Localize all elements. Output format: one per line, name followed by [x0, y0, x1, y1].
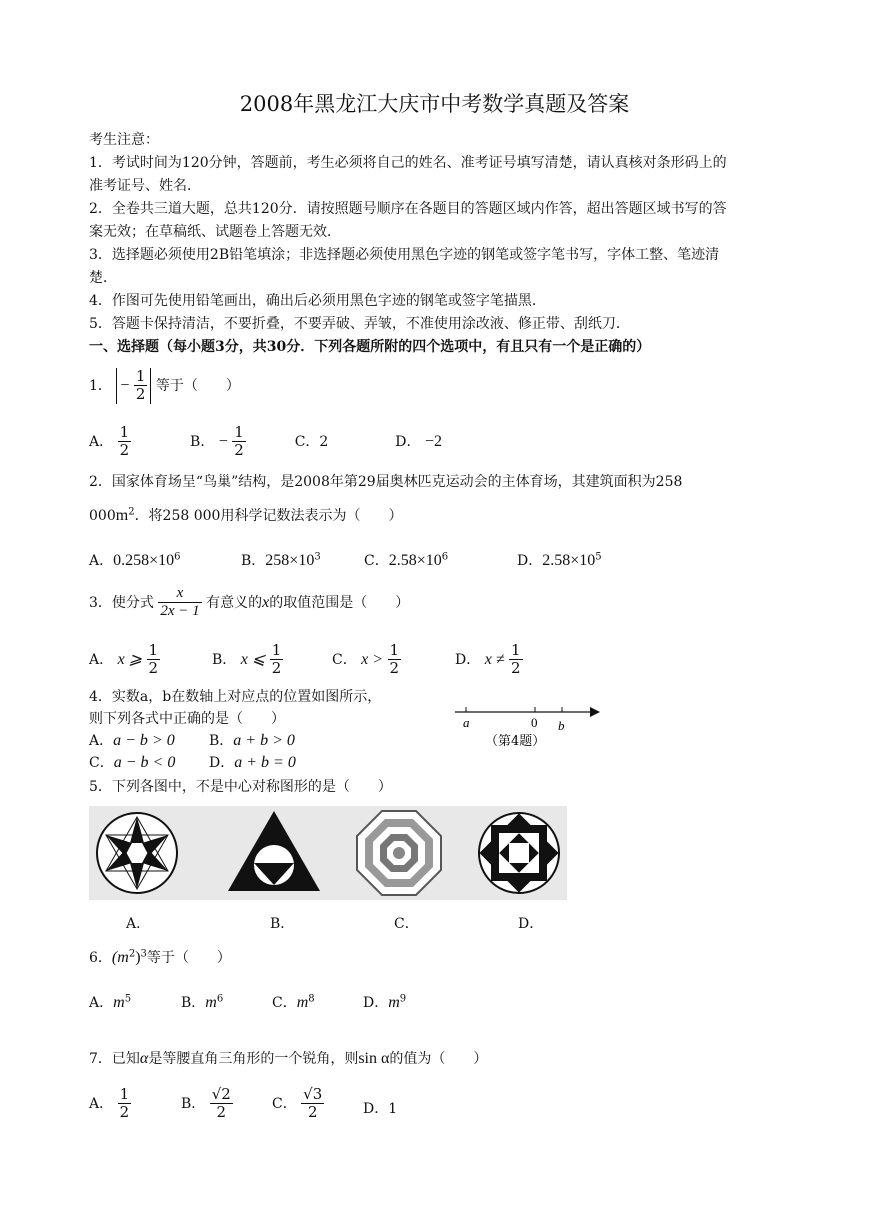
- figure-a-star: [97, 813, 177, 893]
- notice-heading: 考生注意：: [89, 132, 159, 148]
- option-b-value: $\frac{1}{2}$: [234, 423, 244, 460]
- option-a: A． x ⩾ $\frac{1}{2}$: [89, 641, 159, 678]
- question-tail: 等于（ ）: [155, 377, 240, 394]
- question-4-line1: 4．实数a，b在数轴上对应点的位置如图所示，: [89, 689, 382, 705]
- minus-sign: −: [120, 376, 130, 394]
- fraction-denominator: 2: [135, 385, 146, 404]
- question-1: [89, 368, 240, 404]
- notice-line: 4．作图可先使用铅笔画出，确出后必须用黑色字迹的钢笔或签字笔描黑．: [89, 293, 546, 309]
- option-b: B．$258\times 10^3$: [241, 551, 321, 569]
- question-4-line2: 则下列各式中正确的是（ ）: [89, 711, 285, 727]
- minus-sign: −: [218, 432, 228, 450]
- question-2-line2: $000m^2$．将258 000用科学记数法表示为（ ）: [89, 506, 403, 524]
- option-d-value: −2: [424, 432, 442, 450]
- point-a-label: a: [463, 715, 470, 730]
- figure-c-octagon: [357, 811, 441, 895]
- point-b-label: b: [558, 718, 565, 733]
- option-a: A．$0.258\times 10^6$: [89, 551, 181, 569]
- notice-line: 案无效；在草稿纸、试题卷上答题无效．: [89, 224, 341, 240]
- option-c: C．2: [294, 433, 329, 450]
- option-d: D． x ≠ $\frac{1}{2}$: [455, 641, 521, 678]
- notice-line: 1．考试时间为120分钟，答题前，考生必须将自己的姓名、准考证号填写清楚，请认真核对条形码上的: [89, 155, 727, 171]
- option-a-value: $\frac{1}{2}$: [119, 423, 130, 460]
- figure-caption: （第4题）: [485, 734, 546, 749]
- notice-line: 楚．: [89, 270, 117, 286]
- option-d: D．$2.58\times 10^5$: [517, 551, 602, 569]
- q1-options: [89, 424, 442, 460]
- figure-b-triangle: [228, 811, 320, 891]
- question-5: 5．下列各图中，不是中心对称图形的是（ ）: [89, 779, 392, 795]
- label-a: A．: [126, 916, 151, 932]
- question-number: 1．: [89, 377, 112, 394]
- question-3: 3．使分式 $\frac{x}{2x - 1}$ 有意义的x的取值范围是（ ）: [89, 585, 410, 620]
- q5-figures: [89, 806, 567, 900]
- question-7: 7．已知α是等腰直角三角形的一个锐角，则sin α的值为（ ）: [89, 1050, 488, 1067]
- section-heading: 一、选择题（每小题3分，共30分．下列各题所附的四个选项中，有且只有一个是正确的）: [89, 339, 651, 355]
- option-d-label: D．: [395, 433, 421, 450]
- notice-line: 2．全卷共三道大题，总共120分．请按照题号顺序在各题目的答题区域内作答，超出答题区域书写的答: [89, 201, 727, 217]
- label-b: B．: [270, 916, 295, 932]
- label-d: D．: [518, 916, 544, 932]
- question-6: 6．$(m^2)^3$等于（ ）: [89, 948, 231, 966]
- fraction: $\frac{x}{2x - 1}$: [160, 585, 200, 620]
- fraction: [134, 368, 148, 404]
- option-c: C．$2.58\times 10^6$: [364, 551, 449, 569]
- option-b-label: B．: [190, 433, 215, 450]
- zero-label: 0: [531, 715, 538, 730]
- notice-line: 准考证号、姓名．: [89, 178, 201, 194]
- page-title: 2008年黑龙江大庆市中考数学真题及答案: [239, 92, 630, 116]
- fraction-numerator: 1: [135, 367, 146, 385]
- option-c: C． x > $\frac{1}{2}$: [332, 641, 400, 678]
- notice-line: 5．答题卡保持清洁，不要折叠，不要弄破、弄皱，不准使用涂改液、修正带、刮纸刀．: [89, 316, 630, 332]
- option-b: B． x ⩽ $\frac{1}{2}$: [212, 641, 282, 678]
- label-c: C．: [394, 916, 419, 932]
- absolute-value-expression: [116, 368, 151, 404]
- notice-line: 3．选择题必须使用2B铅笔填涂；非选择题必须使用黑色字迹的钢笔或签字笔书写，字体工整、笔迹清: [89, 247, 720, 263]
- figure-d-squares: [479, 813, 559, 893]
- number-line-figure: [450, 700, 610, 760]
- option-a-label: A．: [89, 433, 114, 450]
- question-2-line1: 2．国家体育场呈“鸟巢”结构，是2008年第29届奥林匹克运动会的主体育场，其建筑面积为258: [89, 474, 683, 490]
